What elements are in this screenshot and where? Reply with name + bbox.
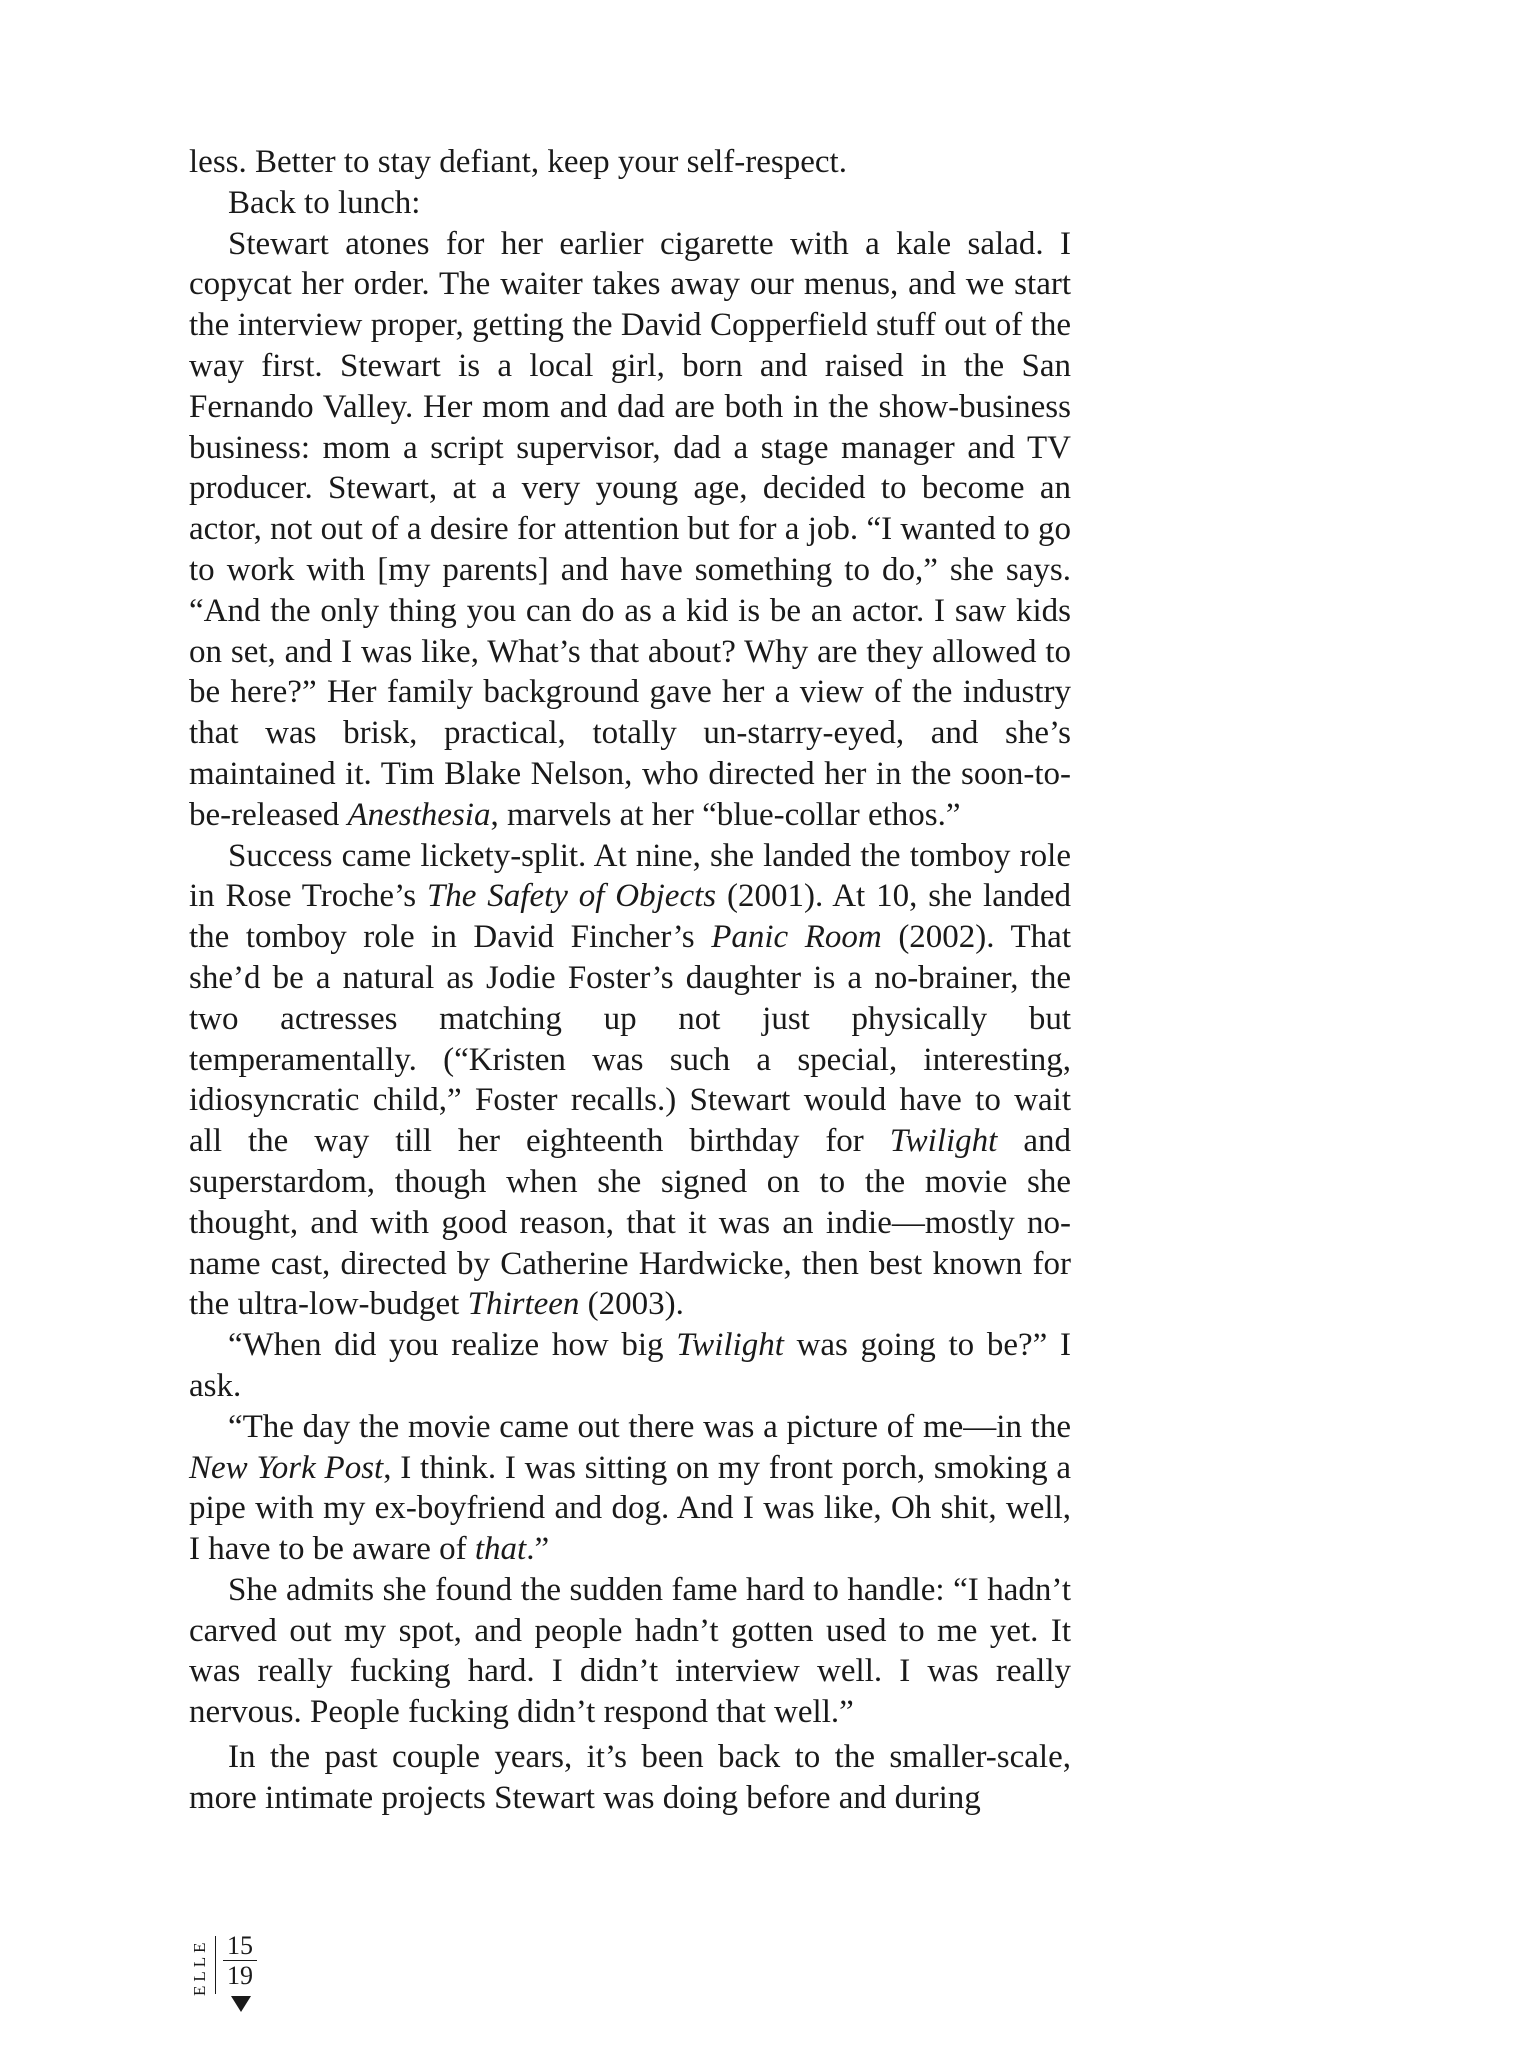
paragraph-2 [189,183,1071,224]
paragraph-6 [189,1407,1071,1570]
paragraph-1-text: less. Better to stay defiant, keep your self-respect. [189,144,847,180]
total-pages-number: 19 [227,1961,253,1990]
current-page-number: 15 [223,1932,257,1961]
paragraph-5-text-a: “When did you realize how big [228,1327,677,1364]
paragraph-5 [189,1325,1071,1407]
folio-divider [215,1936,216,1994]
paragraph-3-text: Stewart atones for her earlier cigarette with a kale salad. I copycat her order. The waiter takes away our menus, and we start the interview proper, getting the David Copperfield stuff out of the way first. Stewart is a local girl, born and raised in the San Fernando Valley. Her mom and dad are both in the show-business business: mom a script supervisor, dad a stage manager and TV producer. Stewart, at a very young age, decided to become an actor, not out of a desire for attention but for a job. “I wanted to go to work with [my parents] and have something to do,” she says. “And the only thing you can do as a kid is be an actor. I saw kids on set, and I was like, What’s that about? Why are they allowed to be here?” Her family background gave her a view of the industry that was brisk, practical, totally un-starry-eyed, and she’s maintained it. Tim Blake Nelson, who directed her in the soon-to-be-released [189,225,1071,833]
paragraph-4-text-c: (2002). That she’d be a natural as Jodie Foster’s daughter is a no-brainer, the two actresses matching up not just physically but temperamentally. (“Kristen was such a special, interesting, idiosyncratic child,” Foster recalls.) Stewart would have to wait all the way till her eighteenth birthday for [189,919,1071,1160]
paragraph-4-text-d: and superstardom, though when she signed on to the movie she thought, and with good reason, that it was an indie—mostly no-name cast, directed by Catherine Hardwicke, then best known for the ultra-low-budget [189,1123,1071,1323]
paragraph-8-text: In the past couple years, it’s been back to the smaller-scale, more intimate projects Stewart was doing before and during [189,1739,1071,1816]
paragraph-4-text-b: (2001). At 10, she landed the tomboy role in David Fincher’s [189,878,1071,956]
paragraph-3-tail: , marvels at her “blue-collar ethos.” [490,796,961,833]
elle-logo: ELLE [190,1938,209,1996]
paragraph-6-text-b: , I think. I was sitting on my front porch, smoking a pipe with my ex-boyfriend and dog. And I was like, Oh shit, well, I have to be aware of [189,1449,1071,1568]
emphasis-that: that [474,1531,527,1568]
page-indicator [223,1932,257,1989]
paragraph-8 [189,1737,1071,1819]
page-folio [189,1931,269,2016]
paragraph-4-text-e: (2003). [579,1286,684,1323]
article-body [189,142,1071,1819]
next-page-triangle-icon[interactable] [231,1996,251,2012]
paragraph-1 [189,142,1071,183]
film-title-panic-room: Panic Room [711,919,882,956]
paragraph-4-text-a: Success came lickety-split. At nine, she landed the tomboy role in Rose Troche’s [189,837,1071,915]
film-title-twilight-2: Twilight [676,1327,784,1364]
publication-new-york-post: New York Post [189,1449,384,1486]
paragraph-2-text: Back to lunch: [228,184,421,221]
paragraph-5-text-b: was going to be?” I ask. [189,1327,1071,1404]
paragraph-6-text-a: “The day the movie came out there was a picture of me—in the [228,1408,1071,1445]
film-title-thirteen: Thirteen [467,1286,580,1323]
film-title-safety-of-objects: The Safety of Objects [426,878,717,915]
film-title-anesthesia: Anesthesia [347,796,491,833]
paragraph-4 [189,836,1071,1326]
paragraph-7 [189,1570,1071,1733]
paragraph-6-text-c: .” [526,1531,550,1568]
film-title-twilight: Twilight [889,1123,998,1160]
paragraph-7-text: She admits she found the sudden fame hard to handle: “I hadn’t carved out my spot, and people hadn’t gotten used to me yet. It was really fucking hard. I didn’t interview well. I was really nervous. People fucking didn’t respond that well.” [189,1571,1071,1731]
paragraph-3 [189,224,1071,836]
